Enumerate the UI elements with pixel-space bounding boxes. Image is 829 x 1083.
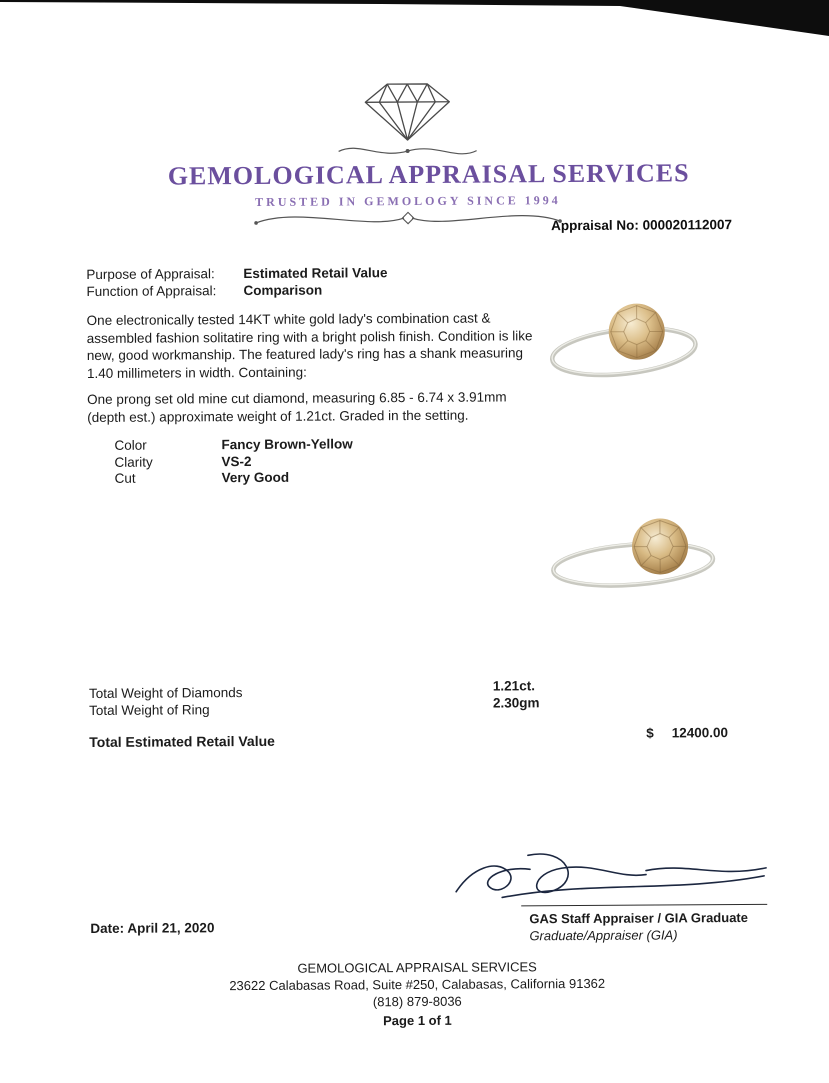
retail-value-amount — [646, 725, 728, 740]
signature-line — [521, 904, 767, 907]
grading-row-cut — [115, 469, 353, 487]
weight-ring-label: Total Weight of Ring — [89, 702, 243, 719]
currency-symbol: $ — [646, 726, 654, 741]
color-value: Fancy Brown-Yellow — [221, 436, 352, 452]
footer-phone: (818) 879-8036 — [3, 990, 829, 1012]
document-footer — [3, 956, 829, 1031]
grading-row-clarity — [114, 453, 352, 471]
appraisal-number-value: 000020112007 — [643, 217, 732, 233]
appraiser-title: GAS Staff Appraiser / GIA Graduate — [529, 910, 748, 926]
clarity-value: VS-2 — [221, 453, 251, 468]
stone-description: One prong set old mine cut diamond, measuring 6.85 - 6.74 x 3.91mm (depth est.) approximate weight of 1.21ct. Graded in the setting. — [87, 388, 542, 426]
grading-row-color — [114, 436, 352, 454]
function-label: Function of Appraisal: — [86, 283, 243, 299]
retail-amount: 12400.00 — [672, 725, 728, 740]
purpose-label: Purpose of Appraisal: — [86, 266, 243, 282]
grading-table — [114, 436, 353, 487]
page-indicator: Page 1 of 1 — [3, 1009, 829, 1031]
appraisal-number — [551, 217, 732, 233]
retail-value-label: Total Estimated Retail Value — [89, 733, 275, 750]
function-row — [86, 283, 322, 299]
weight-diamonds-value: 1.21ct. — [493, 678, 540, 695]
flourish-top-ornament — [333, 144, 483, 159]
purpose-value: Estimated Retail Value — [243, 265, 387, 281]
function-value: Comparison — [243, 283, 322, 298]
item-description: One electronically tested 14KT white gold lady's combination cast & assembled fashion solitatire ring with a bright polish finish. Condition is like new, good workmanship. The featured lady's ring has a shank measuring 1.40 millimeters in width. Containing: — [87, 309, 542, 382]
footer-company: GEMOLOGICAL APPRAISAL SERVICES — [3, 956, 829, 978]
cut-value: Very Good — [222, 470, 290, 485]
appraiser-credential: Graduate/Appraiser (GIA) — [529, 927, 677, 943]
weight-ring-value: 2.30gm — [493, 695, 540, 712]
appraiser-signature — [450, 846, 770, 906]
totals-values — [493, 678, 540, 711]
totals-labels — [89, 685, 243, 719]
ring-photo-top — [541, 291, 712, 387]
ring-photo-bottom — [545, 504, 726, 600]
footer-address: 23622 Calabasas Road, Suite #250, Calabasas, California 91362 — [3, 973, 829, 995]
company-title: GEMOLOGICAL APPRAISAL SERVICES — [168, 159, 648, 192]
color-label: Color — [114, 437, 221, 454]
document-header — [167, 79, 648, 233]
clarity-label: Clarity — [114, 454, 221, 471]
cut-label: Cut — [115, 470, 222, 487]
weight-diamonds-label: Total Weight of Diamonds — [89, 685, 243, 702]
flourish-bottom-ornament — [248, 208, 568, 232]
diamond-logo-icon — [359, 80, 455, 145]
company-tagline: TRUSTED IN GEMOLOGY SINCE 1994 — [168, 193, 648, 211]
appraisal-number-label: Appraisal No: — [551, 218, 639, 234]
appraisal-date: Date: April 21, 2020 — [90, 920, 214, 936]
purpose-row — [86, 265, 387, 282]
